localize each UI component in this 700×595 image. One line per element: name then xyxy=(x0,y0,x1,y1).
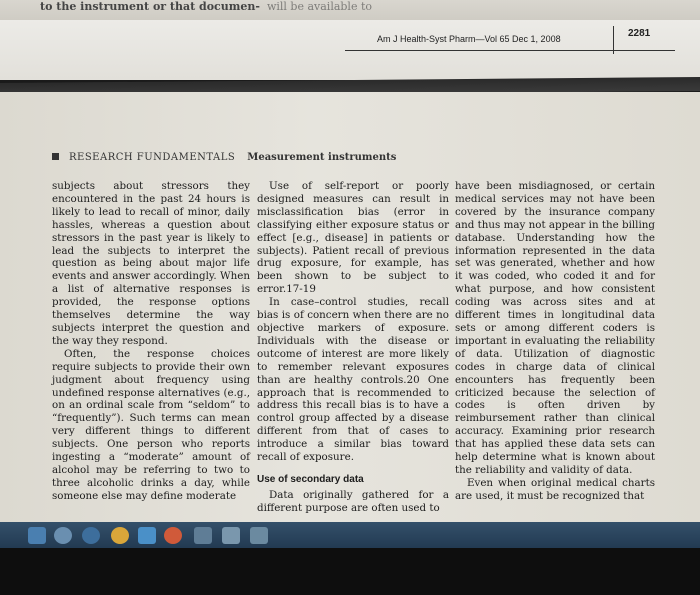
header-rule xyxy=(345,50,675,51)
previous-page-overlap: will be available to xyxy=(266,0,373,13)
running-head xyxy=(0,20,700,80)
paragraph: Even when original medical charts are used, it must be recognized that xyxy=(455,476,655,502)
app-icon[interactable] xyxy=(164,527,182,544)
paragraph: Data originally gathered for a different purpose are often used to xyxy=(257,488,449,514)
page-number: 2281 xyxy=(628,28,651,39)
paragraph: Use of self-report or poorly designed measures can result in misclassification bias (error in classifying either exposure status or effect [e.g., disease] in patients or subjects). Patient recall of previous drug exposure, for example, has been shown to be subject to error.17-19 xyxy=(257,180,449,296)
app-icon[interactable] xyxy=(54,527,72,544)
paragraph: have been misdiagnosed, or certain medical services may not have been covered by the insurance company and thus may not appear in the billing database. Understanding how the information represented in the data set was generated, whether and how it was coded, who coded it and for what purpose, and how consistent coding was across sites and at different times in longitudinal data sets or among different coders is important in evaluating the reliability of data. Utilization of diagnostic codes in charge data of clinical encounters has frequently been criticized because the selection of codes is often driven by reimbursement rather than clinical accuracy. Examining prior research that has applied these data sets can help determine what is known about the reliability and validity of data. xyxy=(455,180,655,476)
paragraph: In case–control studies, recall bias is of concern when there are no objective markers of exposure. Individuals with the disease or outcome of interest are more likely to remember relevant exposures than are healthy controls.20 One approach that is recommended to address this recall bias is to have a control group affected by a disease different from that of cases to introduce a similar bias toward recall of exposure. xyxy=(257,296,449,464)
app-icon[interactable] xyxy=(138,527,156,544)
section-label: RESEARCH FUNDAMENTALS xyxy=(69,152,236,163)
section-square-icon xyxy=(52,153,59,160)
browser-icon[interactable] xyxy=(111,527,129,544)
start-icon[interactable] xyxy=(28,527,46,544)
monitor-bezel xyxy=(0,548,700,595)
text-column-3 xyxy=(455,180,655,503)
previous-page-text: to the instrument or that documen- xyxy=(40,0,260,13)
app-icon[interactable] xyxy=(222,527,240,544)
paragraph: subjects about stressors they encountered in the past 24 hours is likely to lead to recall of minor, daily hassles, whereas a question about stressors in the past year is likely to lead the subjects to interpret the question as being about major life events and answer accordingly. When a list of alternative responses is provided, the response options themselves determine the way subjects interpret the question and the way they respond. xyxy=(52,180,250,347)
text-column-2 xyxy=(257,180,449,515)
paragraph: Often, the response choices require subjects to provide their own judgment about frequency using undefined response alternatives (e.g., on an ordinal scale from “seldom” to “frequently”). Such terms can mean very different things to different subjects. One person who reports ingesting a “moderate” amount of alcohol may be referring to two to three alcoholic drinks a day, while someone else may define moderate xyxy=(52,347,250,502)
subsection-heading: Use of secondary data xyxy=(257,473,364,485)
text-column-1 xyxy=(52,180,250,503)
taskbar xyxy=(0,522,700,548)
app-icon[interactable] xyxy=(194,527,212,544)
journal-citation: Am J Health-Syst Pharm—Vol 65 Dec 1, 2008 xyxy=(377,34,561,44)
app-icon[interactable] xyxy=(82,527,100,544)
section-heading xyxy=(52,152,396,163)
previous-page-strip xyxy=(0,0,700,20)
app-icon[interactable] xyxy=(250,527,268,544)
section-subtitle: Measurement instruments xyxy=(247,152,397,163)
